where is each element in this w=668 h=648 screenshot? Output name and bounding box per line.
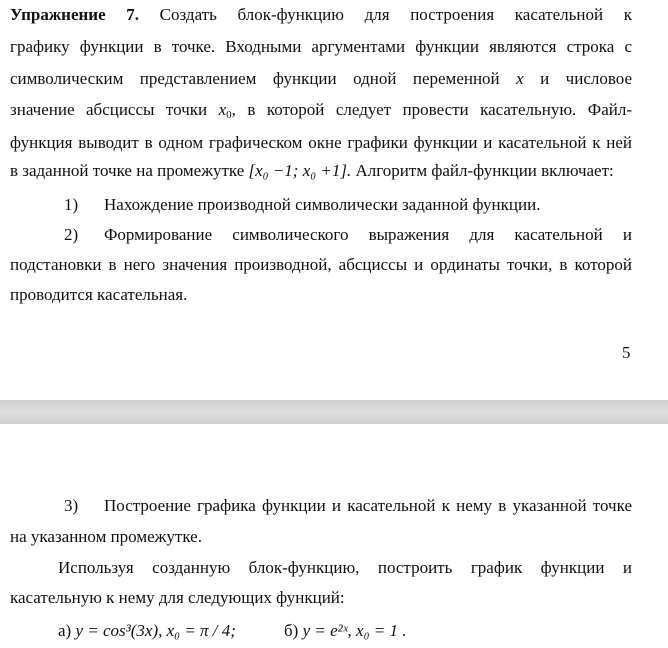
list-item-1-text: Нахождение производной символически заданной функции. (104, 195, 541, 214)
paragraph-2-line-2: касательную к нему для следующих функций: (10, 588, 345, 607)
paragraph-1-line-2: графику функции в точке. Входными аргументами функции являются строка с (10, 37, 632, 56)
interval-formula: [x₀ −1; x₀ +1]. (248, 161, 352, 180)
list-item-1-number: 1) (64, 195, 79, 214)
paragraph-1-line-1 (10, 5, 632, 25)
exercise-title: Упражнение 7. (10, 5, 140, 24)
list-item-3-line-2: на указанном промежутке. (10, 527, 202, 546)
task-b-label: б) (284, 621, 299, 640)
document-page-lower (0, 424, 668, 648)
page-separator (0, 400, 668, 424)
paragraph-1-line-4: значение абсциссы точки $x_0$, в которой следует провести касательную. Файл- (10, 100, 632, 121)
task-a-label: а) (58, 621, 72, 640)
list-item-2-line-1: Формирование символического выражения для касательной и (104, 225, 632, 244)
page-number: 5 (622, 343, 631, 362)
list-item-3-line-1: Построение графика функции и касательной к нему в указанной точке (104, 496, 632, 515)
list-item-3-number: 3) (64, 496, 79, 515)
list-item-2-number: 2) (64, 225, 79, 244)
variable-x0: $x_0$, в которой следует провести касательную. Файл- (218, 100, 632, 121)
paragraph-2-line-1: Используя созданную блок-функцию, построить график функции и (58, 558, 632, 577)
exercise-text: Создать блок-функцию для построения касательной к (159, 5, 633, 24)
paragraph-1-line-5: функция выводит в одном графическом окне графики функции и касательной к ней (10, 133, 632, 152)
task-a-formula: y = cos³(3x), x₀ = π / 4; (75, 621, 236, 640)
task-b-formula: y = e²ˣ, x₀ = 1 . (302, 621, 407, 640)
list-item-2-line-3: проводится касательная. (10, 285, 188, 304)
task-b (284, 621, 406, 641)
list-item-2-line-2: подстановки в него значения производной, абсциссы и ординаты точки, в которой (10, 255, 632, 274)
variable-x: x (516, 69, 524, 88)
paragraph-1-line-6: в заданной точке на промежутке [x₀ −1; x₀ +1]. Алгоритм файл-функции включает: (10, 161, 614, 180)
task-a (58, 621, 236, 641)
paragraph-1-line-3: символическим представлением функции одной переменной x и числовое (10, 69, 633, 88)
